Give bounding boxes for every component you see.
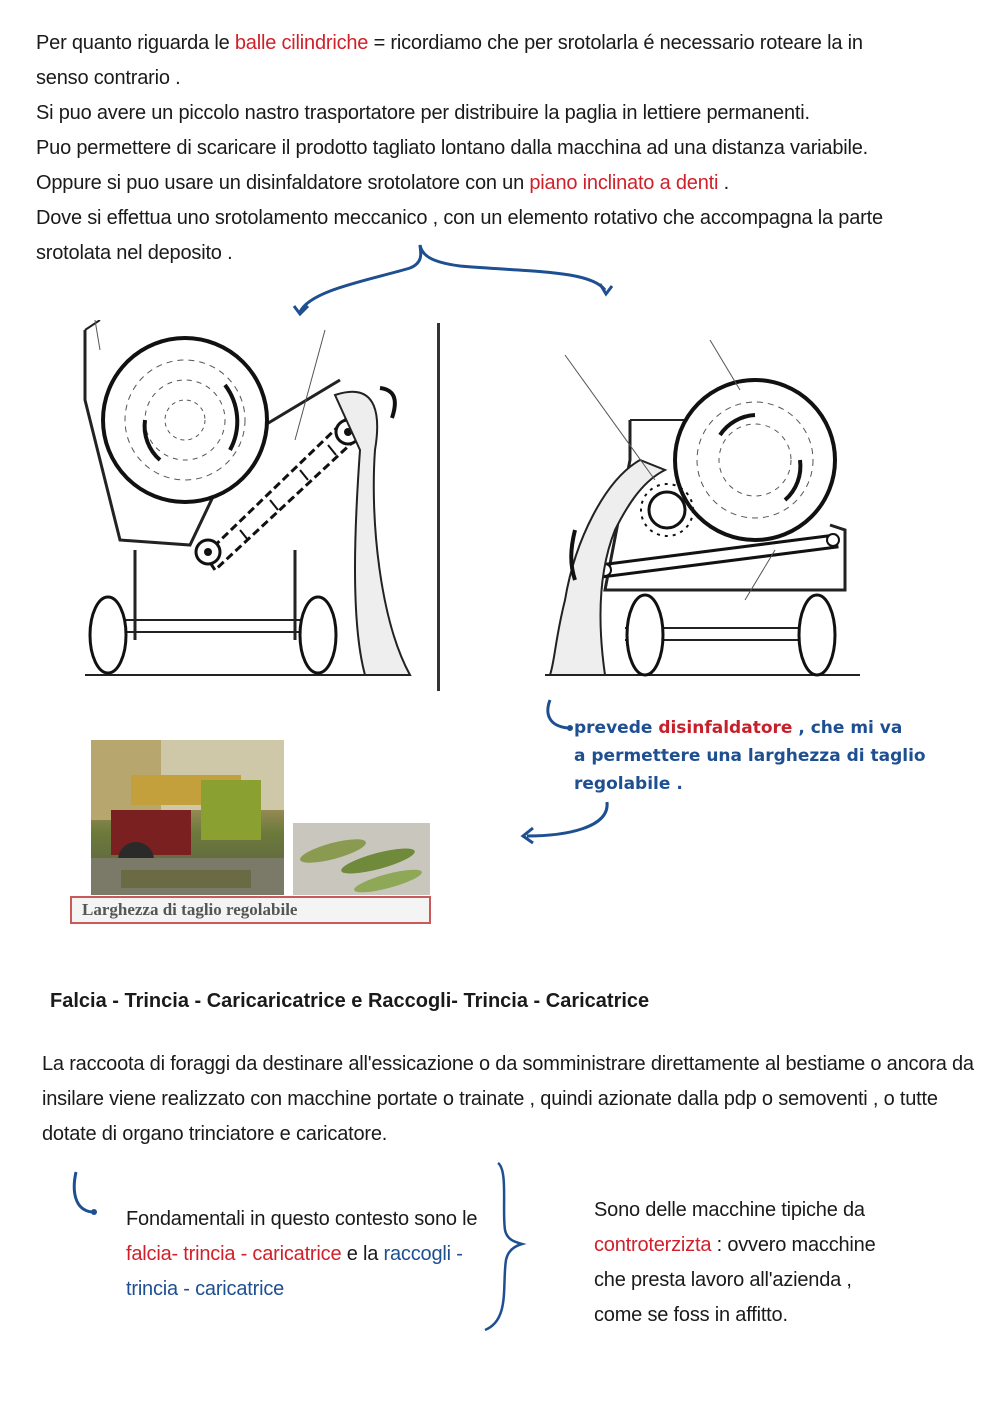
- highlight-balle-cilindriche: balle cilindriche: [234, 32, 369, 54]
- highlight-falcia-trincia: falcia- trincia - caricatrice: [126, 1243, 342, 1265]
- highlight-raccogli: raccogli -: [383, 1243, 463, 1265]
- diagram-bale-conveyor: [80, 320, 420, 685]
- diagram-bale-rotary: [545, 340, 860, 680]
- cut-hay-photo: [293, 823, 430, 895]
- diagram-divider: [437, 323, 440, 691]
- intro-text: [36, 26, 883, 271]
- note-arrow-icon: [515, 798, 615, 848]
- curly-brace-icon: [480, 1160, 530, 1335]
- note-line-1: prevede disinfaldatore , che mi va: [574, 718, 903, 738]
- para-line-1: La raccoota di foraggi da destinare all'essicazione o da somministrare direttamente al bestiame o ancora da: [42, 1053, 974, 1075]
- highlight-controterzizta: controterzizta: [594, 1234, 712, 1256]
- brace-arrow-icon: [290, 240, 620, 320]
- highlight-piano-inclinato: piano inclinato a denti: [529, 172, 719, 194]
- intro-line-5: Oppure si puo usare un disinfaldatore srotolatore con un piano inclinato a denti .: [36, 172, 729, 194]
- left-line-3: trincia - caricatrice: [126, 1278, 285, 1300]
- right-line-3: che presta lavoro all'azienda ,: [594, 1269, 852, 1291]
- intro-line-3: Si puo avere un piccolo nastro trasportatore per distribuire la paglia in lettiere permanenti.: [36, 102, 810, 124]
- right-line-4: come se foss in affitto.: [594, 1304, 788, 1326]
- intro-line-6: Dove si effettua uno srotolamento meccanico , con un elemento rotativo che accompagna la parte: [36, 207, 883, 229]
- left-block: [126, 1202, 477, 1307]
- section-paragraph: [42, 1047, 974, 1152]
- para-line-3: dotate di organo trinciatore e caricatore.: [42, 1123, 388, 1145]
- para-line-2: insilare viene realizzato con macchine portate o trainate , quindi azionate dalla pdp o semoventi , o tutte: [42, 1088, 938, 1110]
- note-line-2: a permettere una larghezza di taglio: [574, 746, 926, 766]
- right-block: [594, 1193, 876, 1333]
- tractor-photo: [91, 740, 284, 895]
- right-line-2: controterzizta : ovvero macchine: [594, 1234, 876, 1256]
- left-line-2: falcia- trincia - caricatrice e la raccogli -: [126, 1243, 463, 1265]
- section-heading: Falcia - Trincia - Caricaricatrice e Raccogli- Trincia - Caricatrice: [50, 990, 650, 1012]
- intro-line-2: senso contrario .: [36, 67, 181, 89]
- right-line-1: Sono delle macchine tipiche da: [594, 1199, 865, 1221]
- note-line-3: regolabile .: [574, 774, 683, 794]
- intro-line-4: Puo permettere di scaricare il prodotto tagliato lontano dalla macchina ad una distanza variabile.: [36, 137, 869, 159]
- photo-caption: Larghezza di taglio regolabile: [70, 896, 431, 924]
- handwritten-note: [574, 714, 926, 798]
- left-hook-icon: [68, 1170, 103, 1220]
- highlight-disinfaldatore: disinfaldatore: [658, 718, 793, 738]
- left-line-1: Fondamentali in questo contesto sono le: [126, 1208, 478, 1230]
- intro-line-7: srotolata nel deposito .: [36, 242, 233, 264]
- intro-line-1: Per quanto riguarda le balle cilindriche = ricordiamo che per srotolarla é necessario roteare la in: [36, 32, 863, 54]
